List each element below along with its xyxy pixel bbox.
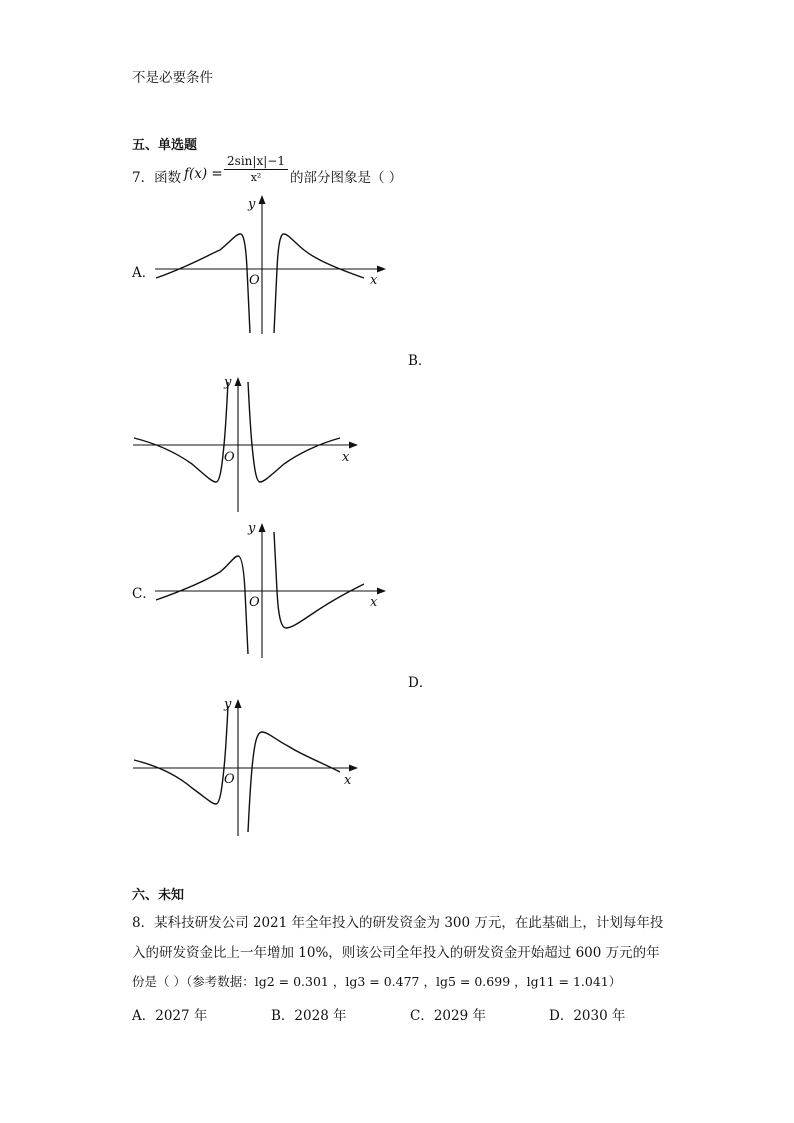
graph-c-origin-label: O xyxy=(249,595,260,610)
graph-c-left-branch xyxy=(156,556,248,654)
graph-d-y-label: y xyxy=(224,697,232,712)
graph-c-right-branch xyxy=(274,532,364,628)
graph-a-origin-label: O xyxy=(249,273,260,288)
section-heading-unknown: 六、未知 xyxy=(132,888,185,903)
q8-option-d[interactable]: D．2030 年 xyxy=(549,1008,626,1024)
graph-b-y-label: y xyxy=(224,375,232,390)
q8-option-b[interactable]: B．2028 年 xyxy=(271,1008,347,1024)
graph-d xyxy=(128,692,368,842)
q8-line-3: 份是（ ）（参考数据：lg2 = 0.301 ，lg3 = 0.477 ，lg5 = 0.699 ，lg11 = 1.041） xyxy=(132,974,622,989)
q8-line-1: 8．某科技研发公司 2021 年全年投入的研发资金为 300 万元，在此基础上，计划每年投 xyxy=(132,915,664,931)
graph-a-left-branch xyxy=(156,234,250,333)
graph-b-x-label: x xyxy=(342,450,350,465)
q7-function-name: f(x) = xyxy=(184,166,223,182)
graph-b-x-arrow xyxy=(349,442,358,449)
graph-b-y-arrow xyxy=(235,377,242,386)
graph-c-y-arrow xyxy=(259,523,266,532)
option-d-label[interactable]: D． xyxy=(408,675,433,691)
graph-c xyxy=(150,512,390,662)
graph-d-x-arrow xyxy=(349,765,358,772)
graph-c-y-label: y xyxy=(248,521,256,536)
graph-d-right-branch xyxy=(248,732,340,832)
q7-numerator: 2sin|x|−1 xyxy=(224,154,288,170)
graph-d-left-branch xyxy=(134,706,228,804)
q7-denominator: x² xyxy=(250,171,262,184)
graph-d-y-arrow xyxy=(235,699,242,708)
graph-b-left-branch xyxy=(134,382,228,482)
graph-a-y-arrow xyxy=(259,195,266,204)
previous-answer-tail: 不是必要条件 xyxy=(132,70,213,86)
q8-line-2: 入的研发资金比上一年增加 10%，则该公司全年投入的研发资金开始超过 600 万元的年 xyxy=(132,945,660,961)
q7-fraction xyxy=(224,154,288,184)
section-heading-single-choice: 五、单选题 xyxy=(132,138,198,153)
option-b-label[interactable]: B． xyxy=(408,353,432,369)
graph-c-x-arrow xyxy=(377,588,386,595)
q8-option-a[interactable]: A．2027 年 xyxy=(132,1008,208,1024)
graph-b-right-branch xyxy=(248,382,340,482)
graph-d-x-label: x xyxy=(344,773,352,788)
graph-b-origin-label: O xyxy=(224,450,235,465)
q7-stem-prefix: 7．函数 xyxy=(132,170,182,186)
option-a-label[interactable]: A． xyxy=(132,265,156,281)
graph-d-origin-label: O xyxy=(224,772,235,787)
graph-a-y-label: y xyxy=(248,197,256,212)
graph-a-right-branch xyxy=(274,234,364,333)
graph-c-x-label: x xyxy=(370,595,378,610)
q8-option-c[interactable]: C．2029 年 xyxy=(410,1008,486,1024)
graph-a-x-label: x xyxy=(370,273,378,288)
q7-stem-suffix: 的部分图象是（ ） xyxy=(290,170,403,186)
option-c-label[interactable]: C． xyxy=(132,586,156,602)
graph-a-x-arrow xyxy=(377,266,386,273)
graph-a xyxy=(150,190,390,340)
graph-b xyxy=(128,370,368,520)
